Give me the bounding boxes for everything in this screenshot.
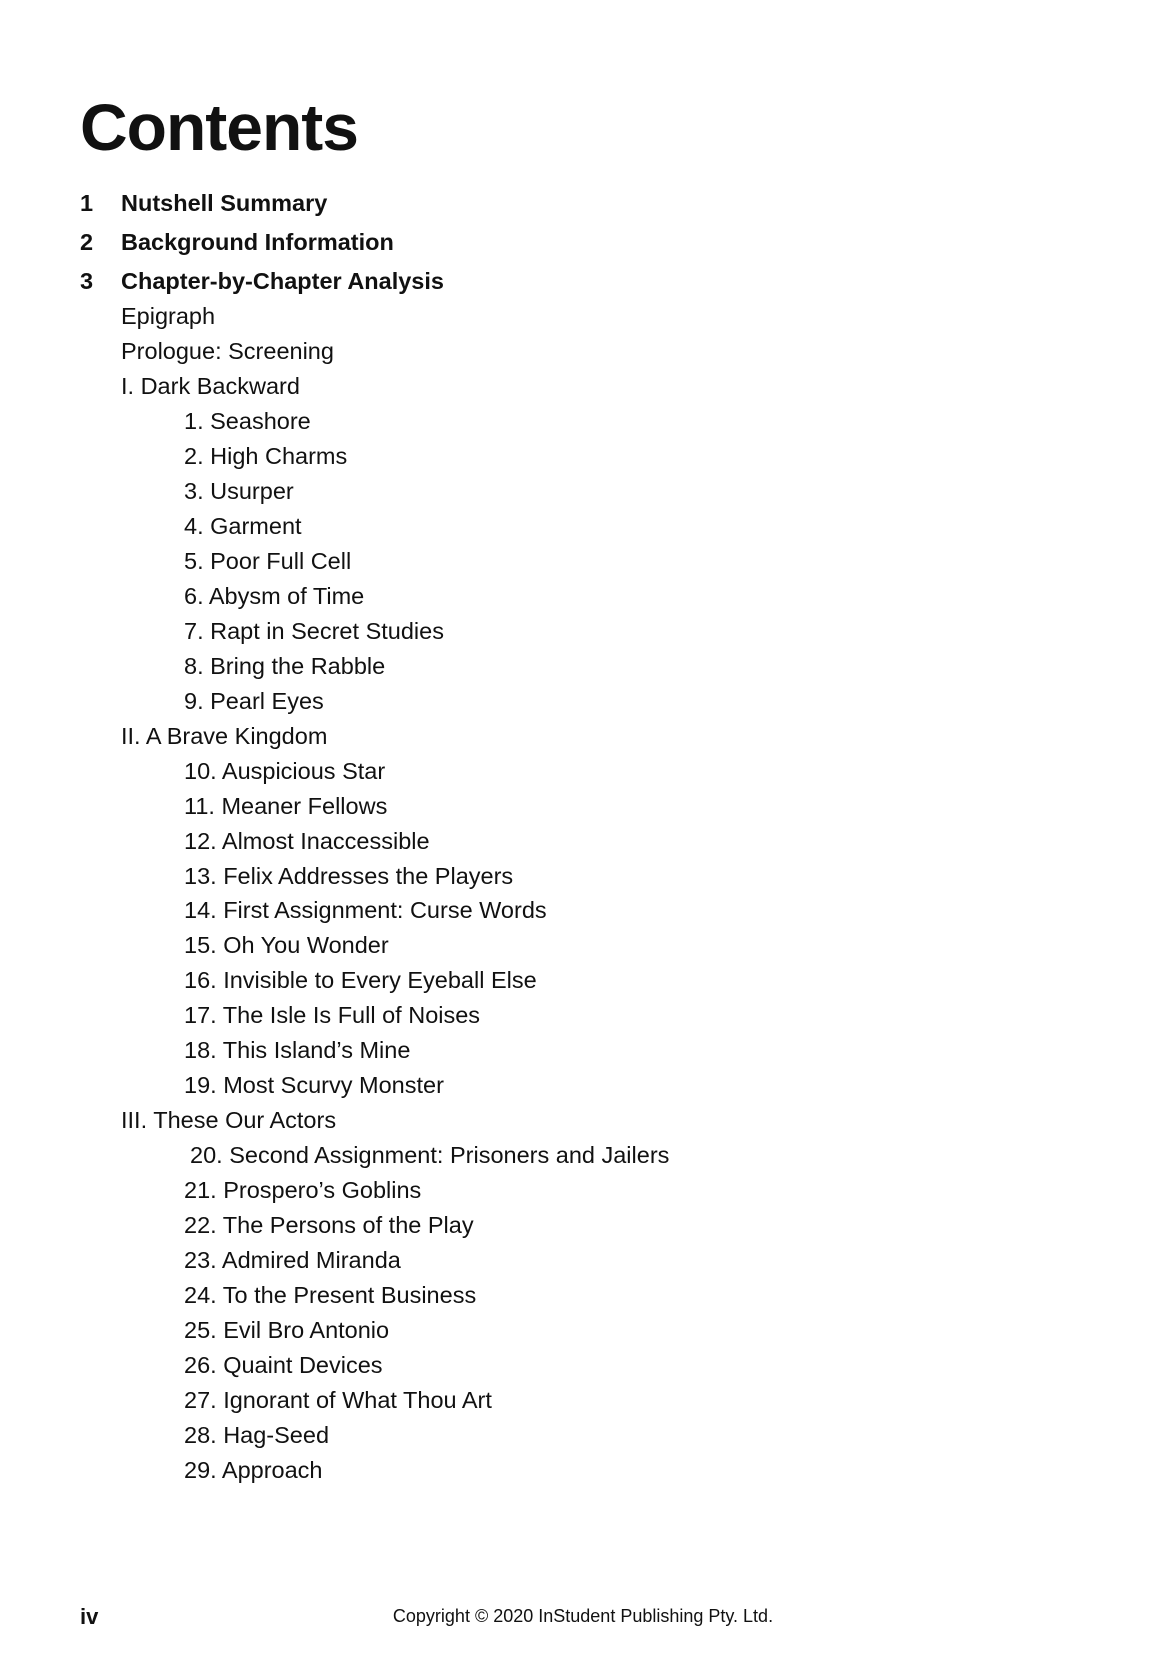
toc-entry-title: 10. Auspicious Star — [184, 756, 389, 786]
toc-entry-title: 21. Prospero’s Goblins — [184, 1175, 425, 1205]
toc-entry-title: 14. First Assignment: Curse Words — [184, 895, 551, 925]
toc-entry-title: Prologue: Screening — [121, 336, 338, 366]
toc-entry-title: 27. Ignorant of What Thou Art — [184, 1385, 496, 1415]
toc-entry-number: 1 — [80, 190, 94, 216]
toc-entry-title: 18. This Island’s Mine — [184, 1035, 414, 1065]
toc-entry-title: 3. Usurper — [184, 476, 298, 506]
toc-entry-title: III. These Our Actors — [121, 1105, 340, 1135]
toc-entry-title: II. A Brave Kingdom — [121, 721, 331, 751]
toc-entry-title: 2. High Charms — [184, 441, 351, 471]
toc-entry-title: Chapter-by-Chapter Analysis — [121, 266, 448, 296]
toc-entry-title: 15. Oh You Wonder — [184, 930, 393, 960]
toc-entry-title: 23. Admired Miranda — [184, 1245, 405, 1275]
toc-entry-title: 26. Quaint Devices — [184, 1350, 387, 1380]
page-number: iv — [80, 1604, 99, 1629]
copyright-notice: Copyright © 2020 InStudent Publishing Pty. Ltd. — [392, 1606, 774, 1626]
toc-entry-title: 17. The Isle Is Full of Noises — [184, 1000, 484, 1030]
toc-entry-title: 1. Seashore — [184, 406, 315, 436]
toc-entry-title: Background Information — [121, 227, 398, 257]
toc-entry-title: 8. Bring the Rabble — [184, 651, 389, 681]
toc-entry-title: 7. Rapt in Secret Studies — [184, 616, 448, 646]
toc-entry-title: 5. Poor Full Cell — [184, 546, 355, 576]
toc-entry-title: 20. Second Assignment: Prisoners and Jailers — [190, 1140, 673, 1170]
toc-entry-number: 3 — [80, 268, 94, 294]
toc-entry-title: 28. Hag-Seed — [184, 1420, 333, 1450]
toc-entry-title: 22. The Persons of the Play — [184, 1210, 478, 1240]
toc-entry-number: 2 — [80, 229, 94, 255]
page-title: Contents — [80, 90, 358, 164]
toc-entry-title: Epigraph — [121, 301, 219, 331]
toc-entry-title: 25. Evil Bro Antonio — [184, 1315, 393, 1345]
toc-entry-title: 9. Pearl Eyes — [184, 686, 328, 716]
toc-entry-title: 6. Abysm of Time — [184, 581, 368, 611]
toc-entry-title: 13. Felix Addresses the Players — [184, 861, 517, 891]
toc-entry-title: 16. Invisible to Every Eyeball Else — [184, 965, 541, 995]
toc-entry-title: 4. Garment — [184, 511, 306, 541]
toc-entry-title: 11. Meaner Fellows — [184, 791, 391, 821]
toc-entry-title: 29. Approach — [184, 1455, 327, 1485]
toc-entry-title: 12. Almost Inaccessible — [184, 826, 434, 856]
toc-entry-title: I. Dark Backward — [121, 371, 304, 401]
toc-entry-title: 24. To the Present Business — [184, 1280, 480, 1310]
toc-entry-title: Nutshell Summary — [121, 188, 331, 218]
toc-entry-title: 19. Most Scurvy Monster — [184, 1070, 448, 1100]
